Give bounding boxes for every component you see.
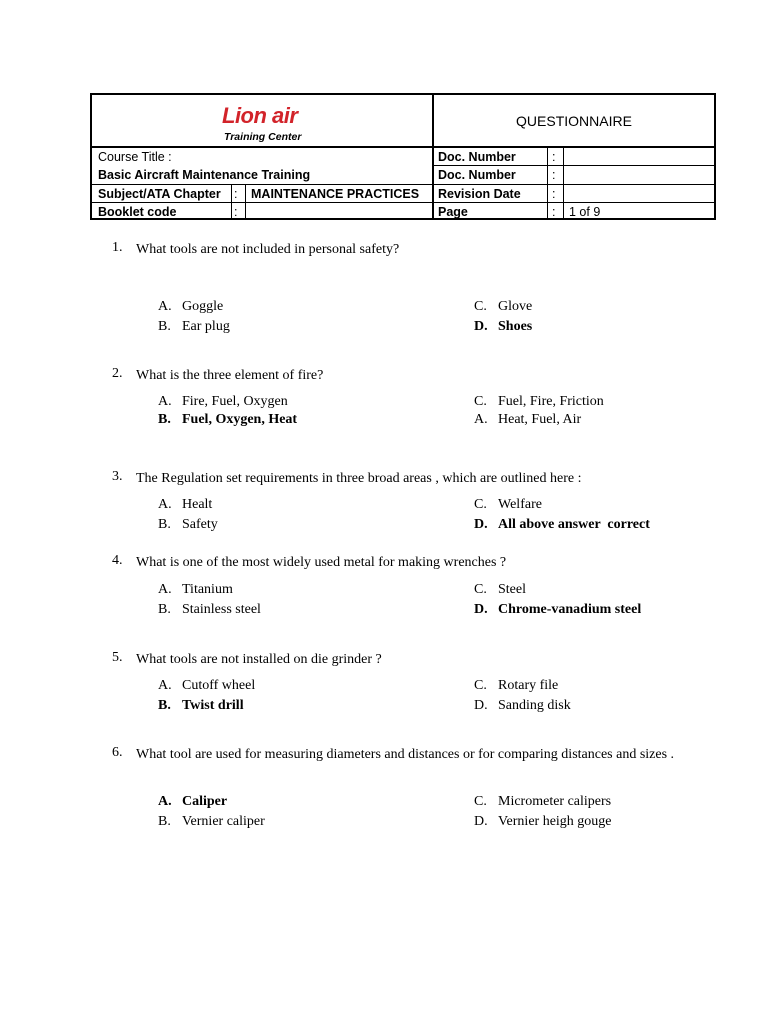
booklet-colon: : bbox=[234, 204, 238, 219]
option-letter: D. bbox=[474, 319, 488, 334]
doc-number-label: Doc. Number bbox=[438, 149, 516, 164]
option-text: Ear plug bbox=[182, 319, 230, 334]
subject-value: MAINTENANCE PRACTICES bbox=[251, 186, 420, 201]
answer-option bbox=[158, 497, 212, 513]
option-letter: C. bbox=[474, 582, 487, 597]
question-text: What tools are not included in personal safety? bbox=[136, 242, 400, 257]
answer-option bbox=[474, 678, 558, 694]
question-number: 2. bbox=[112, 366, 123, 381]
answer-option bbox=[474, 582, 526, 598]
page-colon: : bbox=[552, 204, 556, 219]
option-letter: B. bbox=[158, 602, 171, 617]
option-letter: A. bbox=[158, 794, 172, 809]
option-text: Caliper bbox=[182, 794, 228, 809]
question-number: 6. bbox=[112, 745, 123, 760]
option-text: Heat, Fuel, Air bbox=[498, 412, 582, 427]
subject-colon: : bbox=[234, 186, 238, 201]
answer-option bbox=[474, 412, 581, 428]
question-number: 1. bbox=[112, 240, 123, 255]
answer-option bbox=[158, 814, 265, 830]
option-letter: A. bbox=[474, 412, 488, 427]
lion-air-logo bbox=[92, 95, 432, 147]
option-letter: C. bbox=[474, 497, 487, 512]
answer-option-correct bbox=[474, 602, 641, 618]
answer-option bbox=[158, 678, 255, 694]
answer-option bbox=[158, 517, 218, 533]
option-letter: C. bbox=[474, 299, 487, 314]
answer-option bbox=[158, 299, 223, 315]
option-letter: A. bbox=[158, 678, 172, 693]
option-letter: A. bbox=[158, 394, 172, 409]
option-letter: B. bbox=[158, 517, 171, 532]
option-letter: C. bbox=[474, 678, 487, 693]
question-number: 5. bbox=[112, 650, 123, 665]
option-text: Vernier heigh gouge bbox=[498, 814, 612, 829]
header-divider bbox=[547, 148, 548, 220]
option-text: Stainless steel bbox=[182, 602, 261, 617]
option-text: Goggle bbox=[182, 299, 224, 314]
option-text: Micrometer calipers bbox=[498, 794, 612, 809]
document-header-table bbox=[90, 93, 716, 220]
answer-option bbox=[158, 319, 230, 335]
option-text: Twist drill bbox=[182, 698, 244, 713]
doc-number-colon: : bbox=[552, 149, 556, 164]
answer-option bbox=[474, 814, 612, 830]
course-title-value: Basic Aircraft Maintenance Training bbox=[98, 168, 311, 182]
option-letter: D. bbox=[474, 814, 488, 829]
revision-date-label: Revision Date bbox=[438, 186, 521, 201]
option-letter: B. bbox=[158, 698, 171, 713]
option-text: All above answer correct bbox=[498, 517, 650, 532]
question-text: The Regulation set requirements in three broad areas , which are outlined here : bbox=[136, 471, 582, 486]
logo-subtitle: Training Center bbox=[224, 131, 302, 143]
option-text: Welfare bbox=[498, 497, 542, 512]
booklet-code-label: Booklet code bbox=[98, 204, 177, 219]
option-letter: B. bbox=[158, 814, 171, 829]
answer-option-correct bbox=[158, 412, 297, 428]
option-text: Fuel, Oxygen, Heat bbox=[182, 412, 298, 427]
doc-number-colon: : bbox=[552, 168, 556, 182]
page-label: Page bbox=[438, 204, 468, 219]
answer-option bbox=[474, 497, 542, 513]
question-text: What tool are used for measuring diameters and distances or for comparing distances and sizes . bbox=[136, 747, 675, 762]
option-text: Sanding disk bbox=[498, 698, 571, 713]
doc-number-label: Doc. Number bbox=[438, 168, 516, 182]
option-text: Safety bbox=[182, 517, 218, 532]
document-type-title bbox=[434, 95, 714, 146]
option-letter: D. bbox=[474, 698, 488, 713]
question-text: What is the three element of fire? bbox=[136, 368, 324, 383]
logo-wordmark: Lion air bbox=[222, 103, 298, 128]
option-text: Healt bbox=[182, 497, 213, 512]
option-text: Fire, Fuel, Oxygen bbox=[182, 394, 288, 409]
header-divider bbox=[231, 184, 232, 220]
page-number-value: 1 of 9 bbox=[569, 204, 601, 219]
answer-option bbox=[474, 299, 532, 315]
answer-option bbox=[474, 394, 604, 410]
answer-option-correct bbox=[474, 319, 532, 335]
option-letter: A. bbox=[158, 582, 172, 597]
course-title-label: Course Title : bbox=[98, 150, 172, 164]
answer-option-correct bbox=[158, 698, 244, 714]
answer-option bbox=[474, 698, 571, 714]
revision-date-colon: : bbox=[552, 186, 556, 201]
option-letter: D. bbox=[474, 602, 488, 617]
answer-option bbox=[158, 602, 261, 618]
option-letter: C. bbox=[474, 394, 487, 409]
option-text: Glove bbox=[498, 299, 533, 314]
question-number: 4. bbox=[112, 553, 123, 568]
option-text: Steel bbox=[498, 582, 526, 597]
question-text: What tools are not installed on die grinder ? bbox=[136, 652, 382, 667]
answer-option-correct bbox=[158, 794, 227, 810]
answer-option bbox=[158, 394, 288, 410]
option-text: Vernier caliper bbox=[182, 814, 265, 829]
answer-option bbox=[474, 794, 611, 810]
subject-label: Subject/ATA Chapter bbox=[98, 186, 221, 201]
header-divider bbox=[563, 148, 564, 220]
answer-option bbox=[158, 582, 233, 598]
option-letter: A. bbox=[158, 299, 172, 314]
option-letter: A. bbox=[158, 497, 172, 512]
option-text: Rotary file bbox=[498, 678, 559, 693]
option-letter: B. bbox=[158, 412, 171, 427]
option-text: Shoes bbox=[498, 319, 533, 334]
header-divider bbox=[92, 202, 714, 203]
question-text: What is one of the most widely used metal for making wrenches ? bbox=[136, 555, 507, 570]
option-text: Cutoff wheel bbox=[182, 678, 256, 693]
option-text: Titanium bbox=[182, 582, 233, 597]
option-text: Chrome-vanadium steel bbox=[498, 602, 642, 617]
option-letter: B. bbox=[158, 319, 171, 334]
option-text: Fuel, Fire, Friction bbox=[498, 394, 604, 409]
answer-option-correct bbox=[474, 517, 650, 533]
question-number: 3. bbox=[112, 469, 123, 484]
option-letter: C. bbox=[474, 794, 487, 809]
option-letter: D. bbox=[474, 517, 488, 532]
header-divider bbox=[245, 184, 246, 220]
document-type-text: QUESTIONNAIRE bbox=[516, 112, 632, 129]
